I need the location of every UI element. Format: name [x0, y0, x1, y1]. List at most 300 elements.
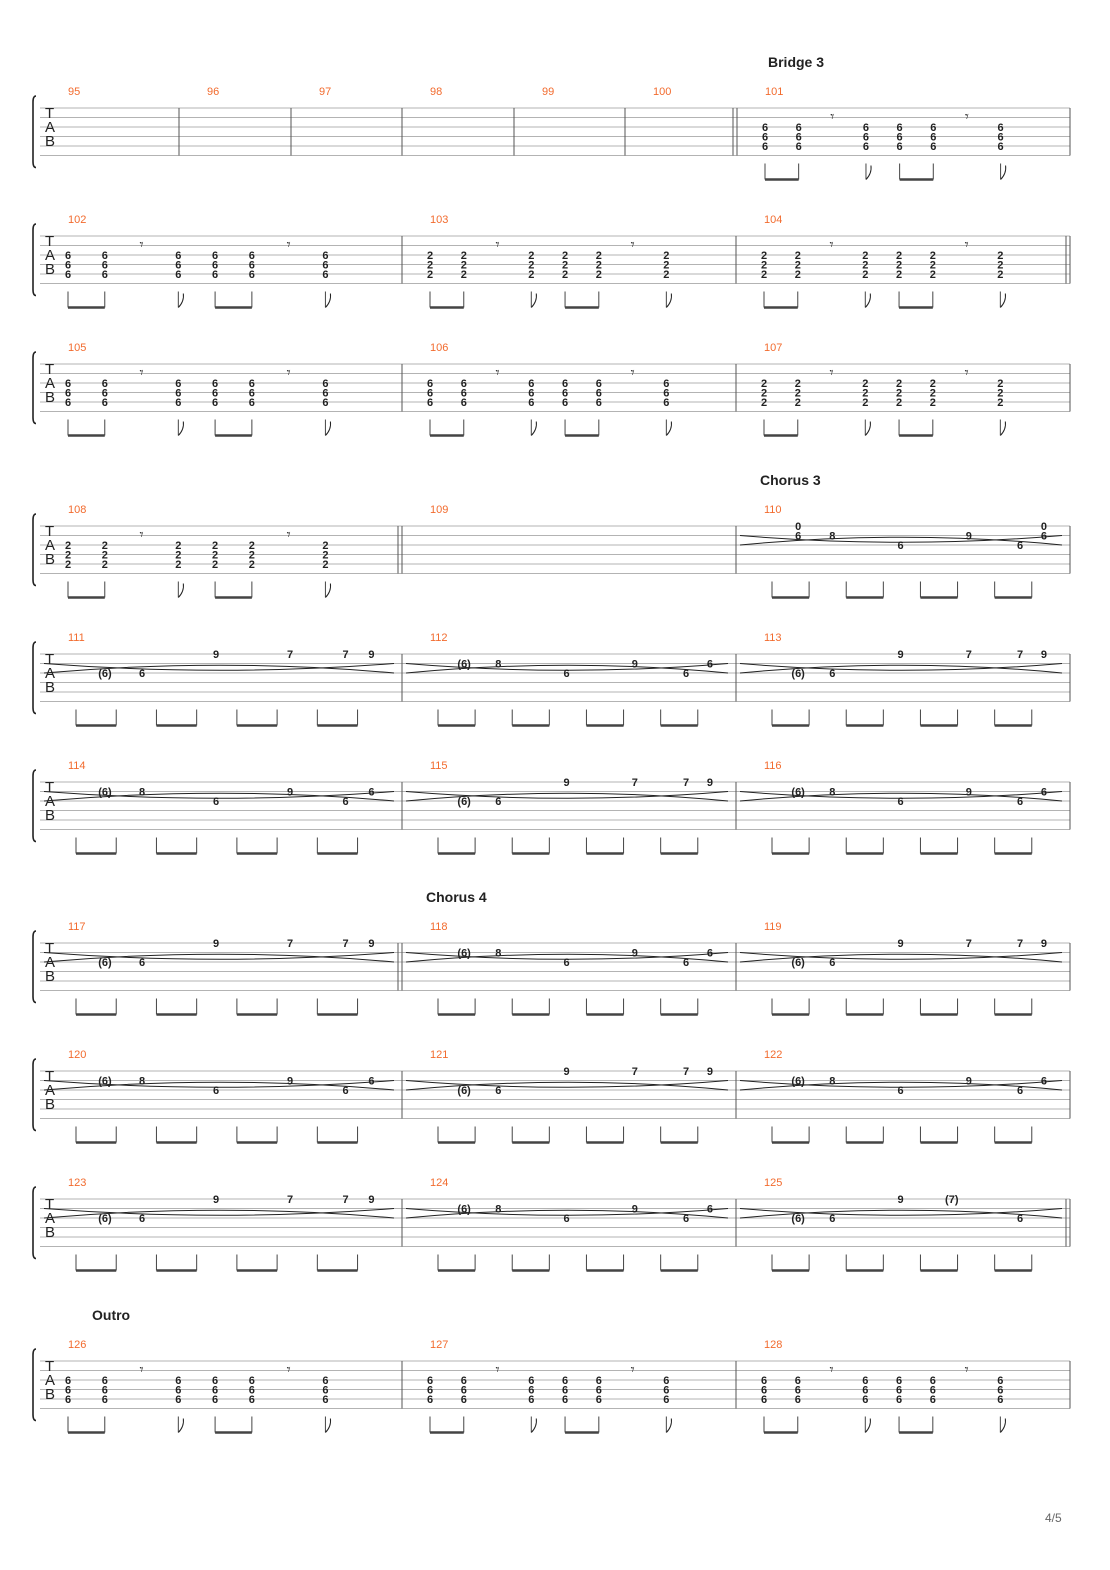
fret-number: 2 — [760, 259, 768, 272]
note-flag — [178, 584, 183, 598]
fret-number: 6 — [101, 269, 108, 281]
tab-system — [33, 1049, 1070, 1143]
fret-number: 6 — [175, 397, 182, 409]
system-bracket — [33, 1059, 36, 1131]
fret-number: 9 — [897, 1194, 904, 1206]
fret-number: 6 — [761, 122, 769, 134]
fret-number: 2 — [895, 397, 903, 409]
fret-number: (6) — [98, 957, 112, 969]
note-flag — [866, 166, 871, 180]
fret-number: 6 — [248, 387, 255, 400]
fret-number: 6 — [212, 1384, 219, 1397]
fret-number: 6 — [896, 131, 903, 144]
fret-number: 9 — [965, 786, 972, 799]
fret-number: 6 — [322, 250, 329, 262]
fret-number: 6 — [896, 122, 903, 134]
fret-number: 8 — [829, 530, 836, 543]
fret-number: 2 — [460, 250, 467, 262]
system-bracket — [33, 96, 36, 168]
fret-number: 6 — [212, 387, 219, 400]
fret-number: 6 — [897, 1085, 904, 1097]
fret-number: 2 — [760, 397, 768, 409]
fret-number: 2 — [862, 397, 869, 409]
fret-number: 9 — [368, 649, 375, 661]
fret-number: 6 — [138, 957, 146, 969]
system-bracket — [33, 770, 36, 842]
fret-number: 2 — [794, 378, 801, 390]
fret-number: (6) — [791, 786, 805, 799]
fret-number: 6 — [426, 1394, 434, 1406]
fret-number: 6 — [322, 378, 329, 390]
fret-number: 6 — [528, 1384, 535, 1397]
fret-number: 2 — [997, 250, 1004, 262]
fret-number: 8 — [495, 1203, 502, 1216]
fret-number: 9 — [368, 938, 375, 950]
fret-number: 6 — [561, 387, 569, 400]
fret-number: 6 — [706, 658, 714, 671]
fret-number: 6 — [175, 387, 182, 400]
fret-number: 2 — [561, 269, 569, 281]
fret-number: 6 — [322, 259, 329, 272]
tab-clef-letter: B — [45, 1096, 56, 1113]
fret-number: (6) — [791, 957, 805, 969]
tab-clef-letter: A — [45, 954, 56, 971]
fret-number: 2 — [561, 259, 569, 272]
fret-number: 6 — [64, 1384, 72, 1397]
fret-number: 2 — [528, 269, 535, 281]
fret-number: 6 — [561, 1375, 569, 1387]
tab-system — [33, 632, 1070, 726]
fret-number: 6 — [862, 131, 870, 144]
fret-number: 7 — [683, 1066, 690, 1078]
measure-number: 114 — [68, 760, 86, 772]
fret-number: 6 — [101, 378, 108, 390]
fret-number: (6) — [457, 1203, 471, 1216]
note-flag — [1000, 1419, 1005, 1433]
fret-number: 9 — [563, 1066, 570, 1078]
fret-number: 6 — [248, 250, 255, 262]
fret-number: (6) — [98, 786, 112, 799]
fret-number: 6 — [929, 1394, 936, 1406]
fret-number: 6 — [495, 796, 502, 808]
measure-number: 125 — [764, 1177, 783, 1189]
eighth-rest: 𝄾 — [630, 235, 635, 254]
fret-number: 8 — [829, 1075, 836, 1088]
fret-number: 6 — [862, 122, 870, 134]
tab-clef-letter: B — [45, 1386, 56, 1403]
fret-number: 6 — [929, 1375, 936, 1387]
measure-number: 107 — [764, 342, 783, 354]
fret-number: 2 — [929, 250, 936, 262]
fret-number: 6 — [138, 668, 146, 680]
measure-number: 108 — [68, 504, 87, 516]
measure-number: 115 — [430, 760, 448, 772]
fret-number: 6 — [248, 259, 255, 272]
tab-system — [33, 86, 1070, 180]
fret-number: 6 — [101, 397, 108, 409]
fret-number: 2 — [862, 269, 869, 281]
fret-number: 6 — [460, 387, 467, 400]
fret-number: 6 — [595, 397, 602, 409]
note-flag — [865, 1419, 870, 1433]
fret-number: 6 — [563, 1213, 570, 1225]
fret-number: 2 — [862, 378, 869, 390]
tab-clef-letter: T — [45, 779, 55, 796]
eighth-rest: 𝄾 — [286, 1360, 291, 1379]
fret-number: 6 — [683, 957, 690, 969]
measure-number: 119 — [764, 921, 782, 933]
fret-number: 6 — [212, 259, 219, 272]
fret-number: 9 — [212, 649, 220, 661]
fret-number: 6 — [322, 387, 329, 400]
slide-curve — [44, 1210, 394, 1218]
measure-number: 105 — [68, 342, 87, 354]
fret-number: 6 — [175, 269, 182, 281]
fret-number: 6 — [561, 397, 569, 409]
tab-clef-letter: B — [45, 133, 56, 150]
fret-number: 6 — [997, 1394, 1004, 1406]
fret-number: 6 — [862, 1384, 869, 1397]
fret-number: 6 — [64, 397, 72, 409]
page-number: 4/5 — [1045, 1511, 1062, 1525]
fret-number: 2 — [595, 250, 602, 262]
fret-number: 2 — [175, 549, 182, 562]
tab-clef-letter: A — [45, 665, 56, 682]
fret-number: 9 — [631, 658, 638, 671]
fret-number: 2 — [862, 259, 869, 272]
fret-number: 9 — [212, 938, 220, 950]
fret-number: 6 — [64, 269, 72, 281]
eighth-rest: 𝄾 — [829, 363, 834, 382]
fret-number: 6 — [175, 378, 182, 390]
fret-number: 6 — [706, 1203, 714, 1216]
fret-number: 9 — [706, 1066, 714, 1078]
note-flag — [865, 422, 870, 436]
fret-number: 7 — [1017, 938, 1024, 950]
fret-number: 8 — [495, 947, 502, 960]
fret-number: 2 — [760, 378, 768, 390]
fret-number: 6 — [760, 1394, 768, 1406]
fret-number: 2 — [663, 269, 670, 281]
note-flag — [531, 1419, 536, 1433]
measure-number: 127 — [430, 1339, 449, 1351]
fret-number: 6 — [1017, 540, 1024, 552]
eighth-rest: 𝄾 — [495, 363, 500, 382]
fret-number: 7 — [286, 938, 294, 950]
eighth-rest: 𝄾 — [964, 363, 969, 382]
fret-number: 6 — [248, 378, 255, 390]
fret-number: 6 — [460, 1384, 467, 1397]
measure-number: 98 — [430, 86, 443, 98]
fret-number: 6 — [368, 786, 375, 799]
fret-number: 2 — [862, 250, 869, 262]
fret-number: 9 — [286, 1075, 294, 1088]
measure-number: 112 — [430, 632, 448, 644]
fret-number: 2 — [794, 397, 801, 409]
fret-number: (6) — [791, 1075, 805, 1088]
fret-number: 6 — [794, 1375, 801, 1387]
note-flag — [666, 422, 671, 436]
fret-number: 6 — [426, 397, 434, 409]
eighth-rest: 𝄾 — [964, 1360, 969, 1379]
fret-number: 6 — [795, 131, 802, 144]
fret-number: 6 — [595, 387, 602, 400]
fret-number: 6 — [997, 1384, 1004, 1397]
system-bracket — [33, 1187, 36, 1259]
fret-number: 6 — [64, 1375, 72, 1387]
fret-number: 6 — [706, 947, 714, 960]
measure-number: 122 — [764, 1049, 783, 1061]
fret-number: 2 — [460, 259, 467, 272]
fret-number: 6 — [138, 1213, 146, 1225]
fret-number: 6 — [595, 1384, 602, 1397]
measure-number: 126 — [68, 1339, 87, 1351]
tab-clef-letter: A — [45, 119, 56, 136]
fret-number: 6 — [761, 141, 769, 153]
fret-number: 2 — [528, 259, 535, 272]
fret-number: 6 — [64, 259, 72, 272]
fret-number: 6 — [896, 141, 903, 153]
note-flag — [666, 294, 671, 308]
fret-number: 9 — [631, 1203, 638, 1216]
tab-clef-letter: T — [45, 1068, 55, 1085]
fret-number: 6 — [460, 397, 467, 409]
measure-number: 99 — [542, 86, 555, 98]
fret-number: 9 — [212, 1194, 220, 1206]
fret-number: 6 — [929, 1384, 936, 1397]
eighth-rest: 𝄾 — [630, 363, 635, 382]
fret-number: 2 — [528, 250, 535, 262]
fret-number: 6 — [64, 387, 72, 400]
fret-number: 6 — [175, 1375, 182, 1387]
fret-number: 2 — [997, 387, 1004, 400]
fret-number: 6 — [101, 250, 108, 262]
eighth-rest: 𝄾 — [286, 235, 291, 254]
tab-system — [33, 1177, 1070, 1271]
fret-number: 2 — [322, 549, 329, 562]
fret-number: 2 — [794, 387, 801, 400]
fret-number: 6 — [248, 1384, 255, 1397]
system-bracket — [33, 514, 36, 586]
fret-number: 7 — [1017, 649, 1024, 661]
eighth-rest: 𝄾 — [829, 1360, 834, 1379]
fret-number: 6 — [101, 387, 108, 400]
fret-number: 6 — [248, 269, 255, 281]
fret-number: 6 — [930, 122, 937, 134]
fret-number: 2 — [760, 387, 768, 400]
fret-number: 6 — [563, 668, 570, 680]
eighth-rest: 𝄾 — [829, 235, 834, 254]
fret-number: 2 — [663, 259, 670, 272]
note-flag — [1001, 166, 1006, 180]
measure-number: 101 — [765, 86, 784, 98]
fret-number: 6 — [64, 250, 72, 262]
fret-number: 2 — [426, 250, 434, 262]
tab-clef-letter: A — [45, 1372, 56, 1389]
fret-number: 6 — [212, 1394, 219, 1406]
fret-number: 2 — [895, 269, 903, 281]
fret-number: 2 — [248, 549, 255, 562]
fret-number: 2 — [64, 559, 72, 571]
tab-clef-letter: T — [45, 940, 55, 957]
fret-number: 2 — [212, 559, 219, 571]
fret-number: 7 — [965, 938, 972, 950]
fret-number: 6 — [663, 1375, 670, 1387]
fret-number: 6 — [322, 1384, 329, 1397]
fret-number: 6 — [595, 378, 602, 390]
fret-number: 2 — [64, 540, 72, 552]
measure-number: 128 — [764, 1339, 783, 1351]
fret-number: 9 — [965, 530, 972, 543]
fret-number: 6 — [368, 1075, 375, 1088]
fret-number: 6 — [322, 1394, 329, 1406]
fret-number: 2 — [997, 397, 1004, 409]
fret-number: 6 — [212, 269, 219, 281]
fret-number: (6) — [791, 668, 805, 680]
note-flag — [1000, 422, 1005, 436]
note-flag — [325, 422, 330, 436]
slide-curve — [44, 665, 394, 673]
note-flag — [325, 584, 330, 598]
fret-number: 6 — [563, 957, 570, 969]
tab-clef-letter: B — [45, 968, 56, 985]
fret-number: 9 — [897, 938, 904, 950]
fret-number: 8 — [829, 786, 836, 799]
fret-number: 6 — [342, 796, 349, 808]
fret-number: 2 — [101, 559, 108, 571]
fret-number: 2 — [212, 549, 219, 562]
fret-number: 6 — [595, 1375, 602, 1387]
fret-number: 6 — [212, 378, 219, 390]
fret-number: 9 — [1040, 938, 1048, 950]
fret-number: 6 — [862, 1394, 869, 1406]
tab-clef-letter: A — [45, 247, 56, 264]
eighth-rest: 𝄾 — [830, 107, 835, 126]
tab-clef-letter: A — [45, 1082, 56, 1099]
fret-number: 2 — [929, 387, 936, 400]
fret-number: 6 — [897, 796, 904, 808]
fret-number: 8 — [495, 658, 502, 671]
fret-number: 2 — [895, 250, 903, 262]
fret-number: 2 — [794, 269, 801, 281]
fret-number: (6) — [457, 796, 471, 808]
fret-number: (6) — [457, 947, 471, 960]
fret-number: 2 — [794, 250, 801, 262]
fret-number: (6) — [98, 668, 112, 680]
note-flag — [1000, 294, 1005, 308]
tab-clef-letter: B — [45, 261, 56, 278]
fret-number: 6 — [595, 1394, 602, 1406]
fret-number: 6 — [930, 141, 937, 153]
fret-number: 6 — [528, 378, 535, 390]
tab-clef-letter: B — [45, 679, 56, 696]
fret-number: (6) — [791, 1213, 805, 1225]
measure-number: 120 — [68, 1049, 87, 1061]
fret-number: 9 — [286, 786, 294, 799]
measure-number: 103 — [430, 214, 449, 226]
fret-number: 6 — [101, 1394, 108, 1406]
fret-number: 6 — [212, 250, 219, 262]
fret-number: 6 — [426, 387, 434, 400]
measure-number: 106 — [430, 342, 449, 354]
fret-number: 6 — [663, 1384, 670, 1397]
fret-number: 6 — [426, 1375, 434, 1387]
fret-number: (6) — [457, 658, 471, 671]
fret-number: 6 — [1040, 1075, 1048, 1088]
measure-number: 100 — [653, 86, 672, 98]
section-label-chorus-3: Chorus 3 — [760, 472, 821, 488]
measure-number: 111 — [68, 632, 85, 644]
fret-number: 6 — [795, 530, 802, 543]
fret-number: 6 — [322, 1375, 329, 1387]
fret-number: 6 — [561, 1394, 569, 1406]
fret-number: 6 — [1017, 796, 1024, 808]
eighth-rest: 𝄾 — [964, 107, 969, 126]
fret-number: 2 — [101, 540, 108, 552]
tab-system — [33, 760, 1070, 854]
tab-clef-letter: B — [45, 807, 56, 824]
measure-number: 113 — [764, 632, 782, 644]
fret-number: 6 — [897, 540, 904, 552]
fret-number: 2 — [460, 269, 467, 281]
tab-system — [33, 342, 1070, 436]
fret-number: 6 — [862, 1375, 869, 1387]
fret-number: 9 — [631, 947, 638, 960]
fret-number: 7 — [286, 1194, 294, 1206]
fret-number: 7 — [342, 649, 349, 661]
section-label-outro: Outro — [92, 1307, 131, 1323]
fret-number: 9 — [965, 1075, 972, 1088]
measure-number: 121 — [430, 1049, 449, 1061]
tab-clef-letter: A — [45, 375, 56, 392]
fret-number: 6 — [248, 397, 255, 409]
tab-clef-letter: T — [45, 233, 55, 250]
tab-clef-letter: T — [45, 361, 55, 378]
tab-system — [33, 214, 1070, 308]
note-flag — [531, 294, 536, 308]
fret-number: 2 — [895, 387, 903, 400]
fret-number: 6 — [683, 668, 690, 680]
tab-clef-letter: T — [45, 523, 55, 540]
fret-number: 2 — [212, 540, 219, 552]
fret-number: 6 — [175, 250, 182, 262]
fret-number: 8 — [138, 786, 146, 799]
fret-number: 9 — [1040, 649, 1048, 661]
tab-system — [33, 921, 1070, 1015]
fret-number: 6 — [895, 1394, 903, 1406]
fret-number: 2 — [997, 259, 1004, 272]
fret-number: 2 — [561, 250, 569, 262]
fret-number: 7 — [342, 938, 349, 950]
fret-number: 6 — [64, 378, 72, 390]
fret-number: 6 — [342, 1085, 349, 1097]
fret-number: (7) — [945, 1194, 959, 1206]
fret-number: 2 — [997, 378, 1004, 390]
fret-number: 6 — [663, 397, 670, 409]
fret-number: 2 — [64, 549, 72, 562]
fret-number: 6 — [64, 1394, 72, 1406]
fret-number: 2 — [248, 559, 255, 571]
fret-number: 2 — [595, 259, 602, 272]
eighth-rest: 𝄾 — [286, 363, 291, 382]
fret-number: 0 — [795, 521, 802, 533]
fret-number: 2 — [175, 540, 182, 552]
fret-number: 6 — [1017, 1213, 1024, 1225]
fret-number: 6 — [760, 1384, 768, 1397]
measure-number: 97 — [319, 86, 332, 98]
system-bracket — [33, 352, 36, 424]
eighth-rest: 𝄾 — [139, 1360, 144, 1379]
